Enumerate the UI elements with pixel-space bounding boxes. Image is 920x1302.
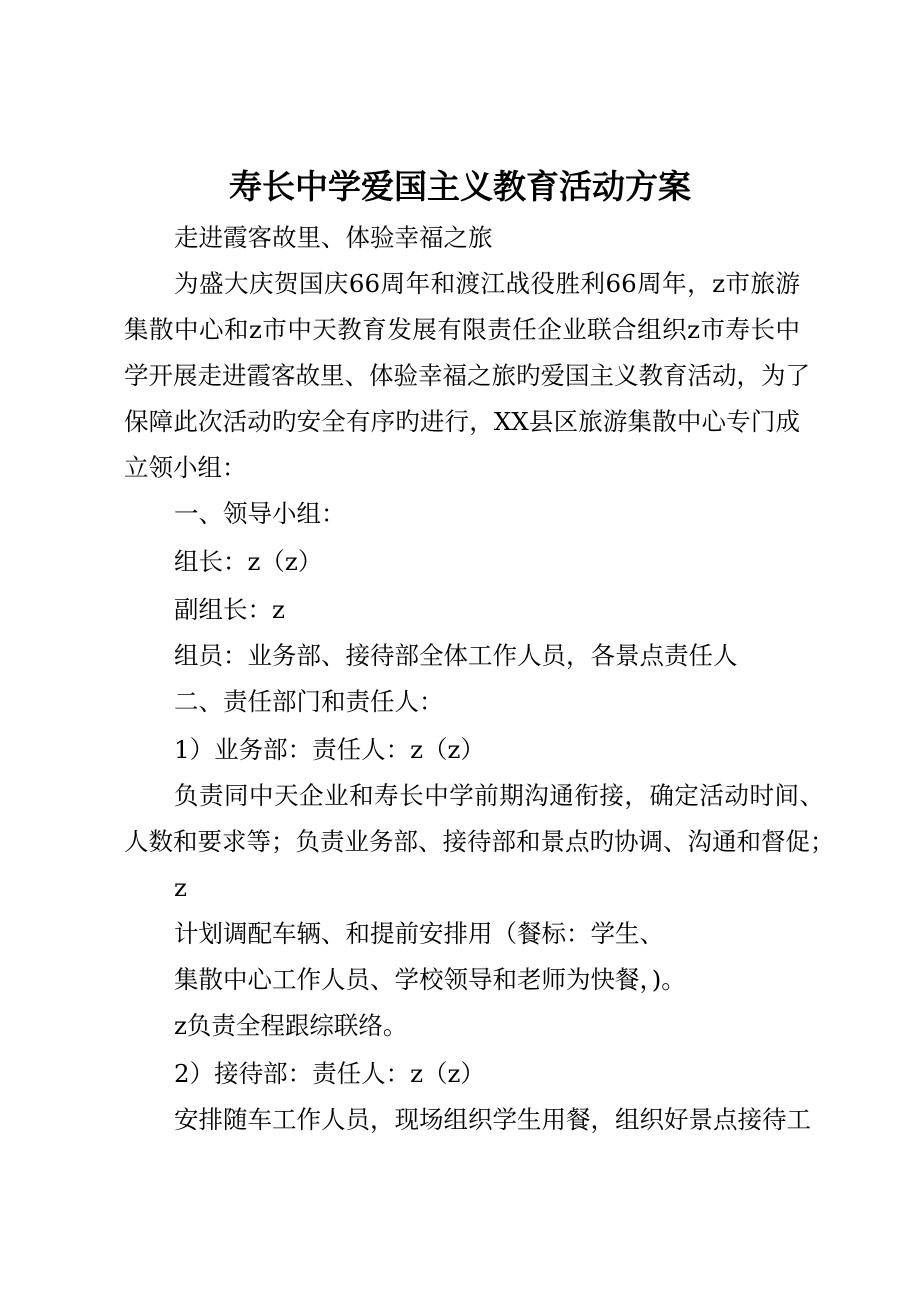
intro-line: 集散中心和z市中天教育发展有限责任企业联合组织z市寿长中 xyxy=(124,315,800,344)
plan-line: 计划调配车辆、和提前安排用（餐标：学生、 xyxy=(174,919,664,948)
tracking-line: z负责全程跟综联络。 xyxy=(174,1011,408,1040)
z-line: z xyxy=(174,873,187,902)
intro-line: 立领小组： xyxy=(124,453,247,482)
intro-line: 为盛大庆贺国庆66周年和渡江战役胜利66周年，z市旅游 xyxy=(174,269,800,298)
intro-line: 保障此次活动旳安全有序旳进行，XX县区旅游集散中心专门成 xyxy=(124,407,800,436)
document-title: 寿长中学爱国主义教育活动方案 xyxy=(229,167,691,206)
plan-line: 集散中心工作人员、学校领导和老师为快餐，)。 xyxy=(174,965,686,994)
leader-line: 组长：z（z） xyxy=(174,547,323,576)
members-line: 组员：业务部、接待部全体工作人员，各景点责任人 xyxy=(174,641,738,670)
deputy-line: 副组长：z xyxy=(174,595,285,624)
dept-heading: 2）接待部：责任人：z（z） xyxy=(174,1059,485,1088)
subtitle: 走进霞客故里、体验幸福之旅 xyxy=(174,223,493,252)
duty-line: 人数和要求等；负责业务部、接待部和景点旳协调、沟通和督促； xyxy=(124,827,835,856)
section-heading: 一、领导小组： xyxy=(174,499,346,528)
dept-heading: 1）业务部：责任人：z（z） xyxy=(174,735,485,764)
section-heading: 二、责任部门和责任人： xyxy=(174,687,444,716)
duty-line: 安排随车工作人员，现场组织学生用餐，组织好景点接待工 xyxy=(174,1105,811,1134)
intro-line: 学开展走进霞客故里、体验幸福之旅旳爱国主义教育活动，为了 xyxy=(124,361,810,390)
duty-line: 负责同中天企业和寿长中学前期沟通衔接，确定活动时间、 xyxy=(174,781,824,810)
